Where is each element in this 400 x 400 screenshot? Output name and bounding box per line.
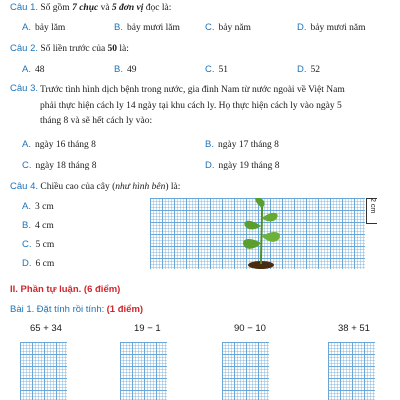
option-text: bảy mươi năm: [310, 23, 366, 33]
part-2-points: (6 điểm): [83, 284, 121, 295]
question-1-emph-b: 5 đơn vị: [111, 3, 144, 13]
option-text: ngày 16 tháng 8: [34, 140, 96, 150]
option-text: bảy mươi lăm: [126, 23, 180, 33]
question-1-option-d[interactable]: [297, 22, 366, 33]
option-letter: A.: [22, 22, 31, 33]
bai-1-label: Bài 1.: [10, 304, 35, 315]
bai-1-text: Đặt tính rồi tính:: [36, 304, 105, 315]
option-text: 5 cm: [35, 240, 55, 250]
option-text: ngày 17 tháng 8: [217, 140, 279, 150]
question-2-text-b: là:: [119, 44, 129, 54]
question-4-text-b: ) là:: [165, 182, 181, 192]
option-letter: A.: [22, 64, 31, 75]
option-letter: B.: [114, 22, 123, 33]
expression-2: 19 − 1: [134, 323, 161, 334]
question-2-label: Câu 2.: [10, 43, 38, 54]
option-text: 51: [218, 65, 228, 75]
option-text: 3 cm: [34, 202, 54, 212]
option-text: 6 cm: [35, 259, 55, 269]
expression-1: 65 + 34: [30, 323, 62, 334]
option-letter: D.: [297, 22, 307, 33]
expression-3: 90 − 10: [234, 323, 266, 334]
question-2-emph: 50: [107, 44, 118, 54]
question-2-option-d[interactable]: [297, 64, 320, 75]
question-4-stem: [10, 181, 180, 192]
question-2-text-a: Số liền trước của: [40, 44, 106, 54]
question-3-option-a[interactable]: [22, 139, 96, 150]
question-3-line: phải thực hiện cách ly 14 ngày tại khu cách ly. Họ thực hiện cách ly vào ngày 5: [40, 100, 342, 111]
option-letter: D.: [297, 64, 307, 75]
option-letter: D.: [22, 258, 32, 269]
part-2-title: II. Phần tự luận.: [10, 284, 82, 295]
question-4-label: Câu 4.: [10, 181, 38, 192]
option-letter: D.: [205, 160, 215, 171]
option-letter: B.: [114, 64, 123, 75]
question-4-italic: như hình bên: [115, 182, 166, 192]
question-3-paragraph: [40, 83, 390, 130]
option-letter: C.: [205, 22, 215, 33]
answer-grid-2[interactable]: [120, 342, 168, 400]
question-1-option-c[interactable]: [205, 22, 251, 33]
question-3-line: tháng 8 và sẽ hết cách ly vào:: [40, 116, 153, 126]
part-2-heading: [10, 284, 120, 295]
question-4-option-a[interactable]: [22, 201, 54, 212]
question-4-option-d[interactable]: [22, 258, 54, 269]
option-letter: A.: [22, 139, 31, 150]
question-2-option-a[interactable]: [22, 64, 44, 75]
bai-1-heading: [10, 304, 143, 315]
question-1-stem: [10, 2, 171, 13]
option-letter: B.: [205, 139, 214, 150]
question-4-text-a: Chiều cao của cây (: [40, 182, 116, 192]
question-3-line: Trước tình hình dịch bệnh trong nước, gia đình Nam từ nước ngoài về Việt Nam: [40, 85, 345, 95]
option-letter: B.: [22, 220, 31, 231]
answer-grid-3[interactable]: [222, 342, 270, 400]
question-1-option-a[interactable]: [22, 22, 65, 33]
question-4-option-c[interactable]: [22, 239, 54, 250]
option-letter: C.: [205, 64, 215, 75]
answer-grid-1[interactable]: [20, 342, 68, 400]
option-letter: C.: [22, 239, 32, 250]
option-text: 49: [126, 65, 137, 75]
option-text: 48: [34, 65, 45, 75]
grid-lines: [150, 198, 365, 269]
question-3-option-b[interactable]: [205, 139, 279, 150]
bai-1-points: (1 điểm): [106, 304, 144, 315]
question-2-option-c[interactable]: [205, 64, 228, 75]
scale-label: 2 cm: [369, 198, 376, 214]
question-4-option-b[interactable]: [22, 220, 54, 231]
option-text: 4 cm: [34, 221, 54, 231]
option-text: bảy năm: [218, 23, 251, 33]
option-text: 52: [310, 65, 320, 75]
option-text: ngày 18 tháng 8: [35, 161, 97, 171]
question-3-option-c[interactable]: [22, 160, 96, 171]
option-letter: C.: [22, 160, 32, 171]
question-1-option-b[interactable]: [114, 22, 180, 33]
question-1-label: Câu 1.: [10, 2, 38, 13]
answer-grid-4[interactable]: [328, 342, 376, 400]
question-2-stem: [10, 43, 129, 54]
question-1-text-b: và: [100, 3, 110, 13]
question-2-option-b[interactable]: [114, 64, 136, 75]
question-1-text-c: đọc là:: [145, 3, 172, 13]
expression-4: 38 + 51: [338, 323, 370, 334]
question-3-option-d[interactable]: [205, 160, 279, 171]
question-3-label-row: [10, 83, 38, 94]
question-1-emph-a: 7 chục: [72, 3, 99, 13]
option-text: ngày 19 tháng 8: [218, 161, 280, 171]
plant-grid-figure: [150, 198, 366, 270]
question-1-text-a: Số gồm: [40, 3, 70, 13]
question-3-label: Câu 3.: [10, 83, 38, 94]
option-text: bảy lăm: [34, 23, 66, 33]
option-letter: A.: [22, 201, 31, 212]
